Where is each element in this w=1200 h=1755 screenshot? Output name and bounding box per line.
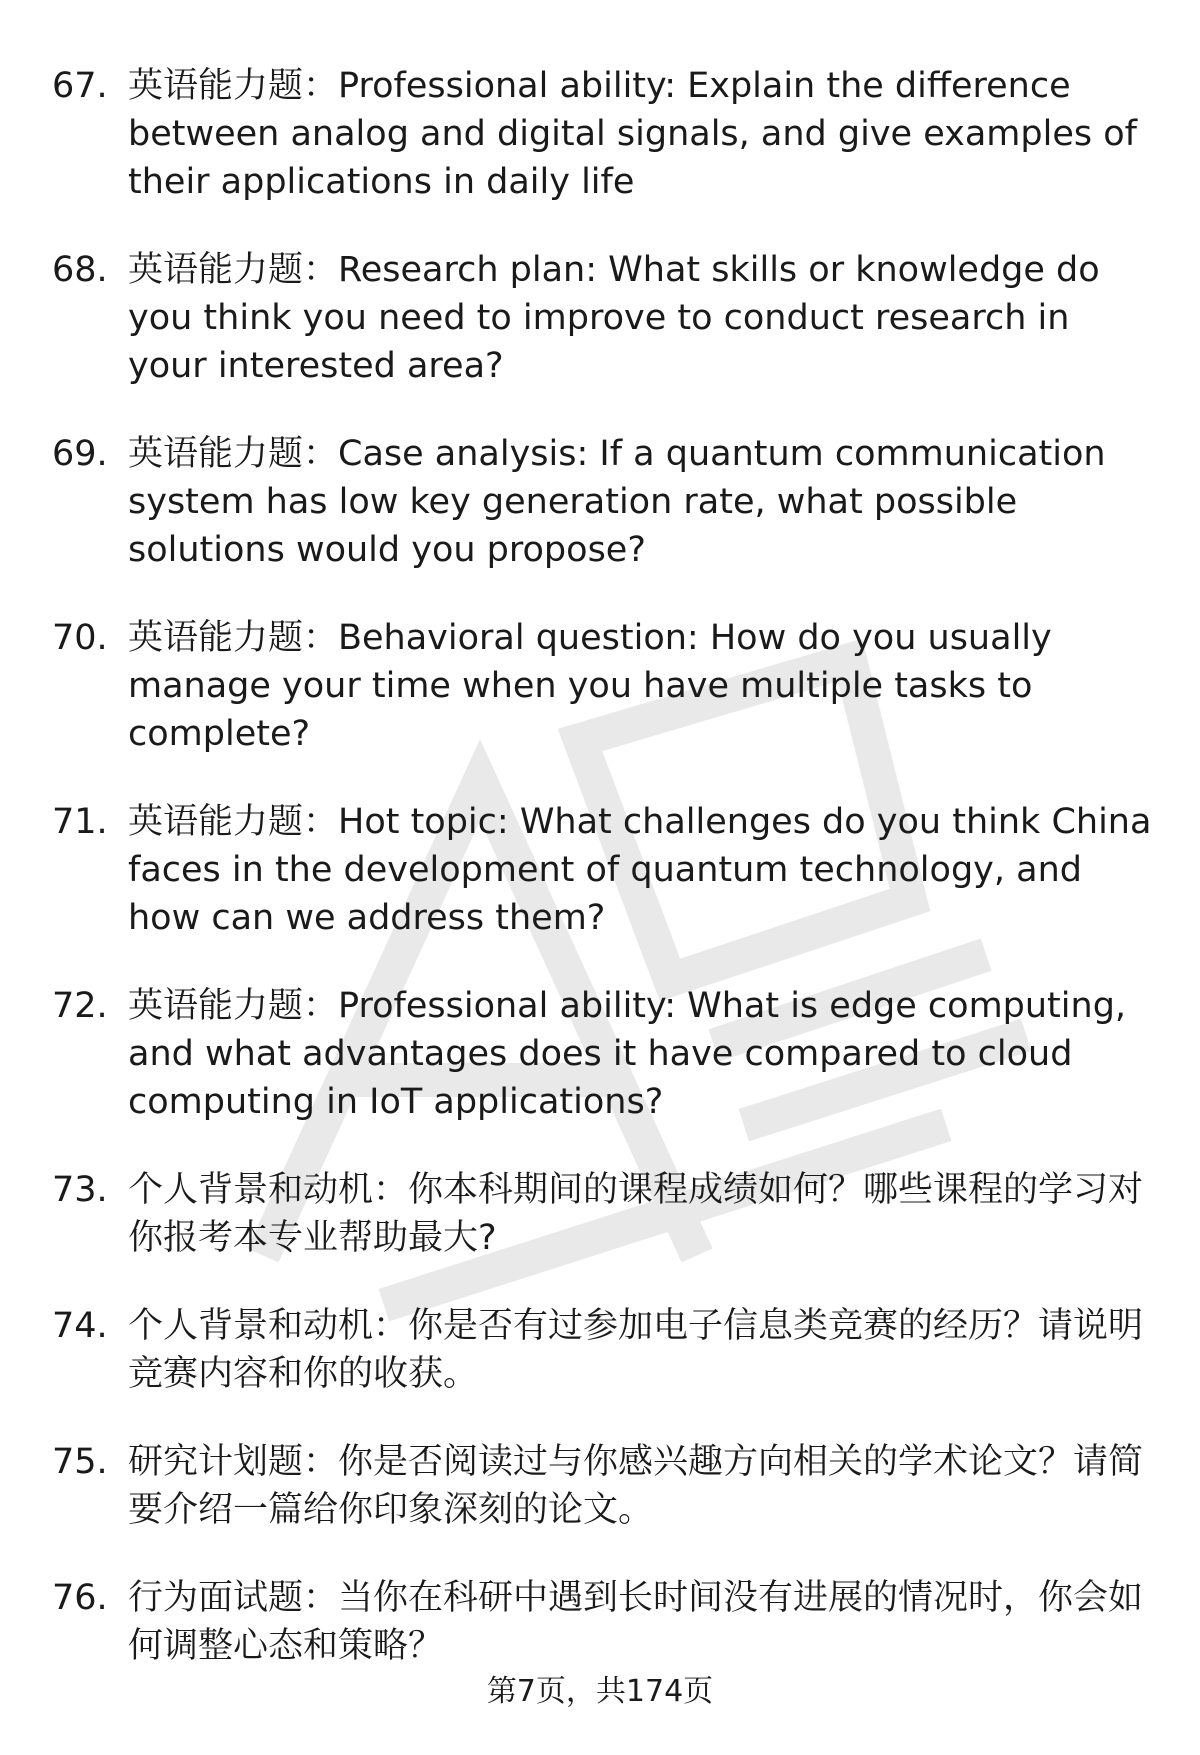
question-text: 英语能力题：Research plan: What skills or knowledge do you think you need to improve to conduct research in your interested area? <box>128 250 1100 386</box>
question-number: 71. <box>52 802 108 842</box>
question-number: 67. <box>52 66 108 106</box>
question-text: 英语能力题：Professional ability: What is edge computing, and what advantages does it have compared to cloud computing in IoT applications? <box>128 986 1127 1122</box>
question-list <box>52 62 1152 1710</box>
question-text: 研究计划题：你是否阅读过与你感兴趣方向相关的学术论文？请简要介绍一篇给你印象深刻的论文。 <box>128 1442 1144 1530</box>
question-number: 69. <box>52 434 108 474</box>
question-item <box>52 1574 1152 1670</box>
question-number: 75. <box>52 1442 108 1482</box>
question-number: 76. <box>52 1578 108 1618</box>
question-item <box>52 798 1152 942</box>
question-text: 个人背景和动机：你是否有过参加电子信息类竞赛的经历？请说明竞赛内容和你的收获。 <box>128 1306 1144 1394</box>
question-text: 英语能力题：Behavioral question: How do you usually manage your time when you have multiple tasks to complete? <box>128 618 1052 754</box>
question-number: 72. <box>52 986 108 1026</box>
question-text: 英语能力题：Hot topic: What challenges do you think China faces in the development of quantum technology, and how can we address them? <box>128 802 1152 938</box>
question-item <box>52 430 1152 574</box>
question-number: 74. <box>52 1306 108 1346</box>
question-item <box>52 246 1152 390</box>
question-item <box>52 1166 1152 1262</box>
question-item <box>52 614 1152 758</box>
page-footer: 第7页，共174页 <box>486 1674 714 1709</box>
question-item <box>52 982 1152 1126</box>
question-text: 英语能力题：Case analysis: If a quantum communication system has low key generation rate, what possible solutions would you propose? <box>128 434 1106 570</box>
question-number: 70. <box>52 618 108 658</box>
question-text: 个人背景和动机：你本科期间的课程成绩如何？哪些课程的学习对你报考本专业帮助最大? <box>128 1170 1144 1258</box>
question-text: 行为面试题：当你在科研中遇到长时间没有进展的情况时，你会如何调整心态和策略？ <box>128 1578 1144 1666</box>
question-text: 英语能力题：Professional ability: Explain the difference between analog and digital signals, and give examples of their applications in daily life <box>128 66 1137 202</box>
question-item <box>52 1302 1152 1398</box>
question-number: 68. <box>52 250 108 290</box>
question-number: 73. <box>52 1170 108 1210</box>
question-item <box>52 1438 1152 1534</box>
question-item <box>52 62 1152 206</box>
